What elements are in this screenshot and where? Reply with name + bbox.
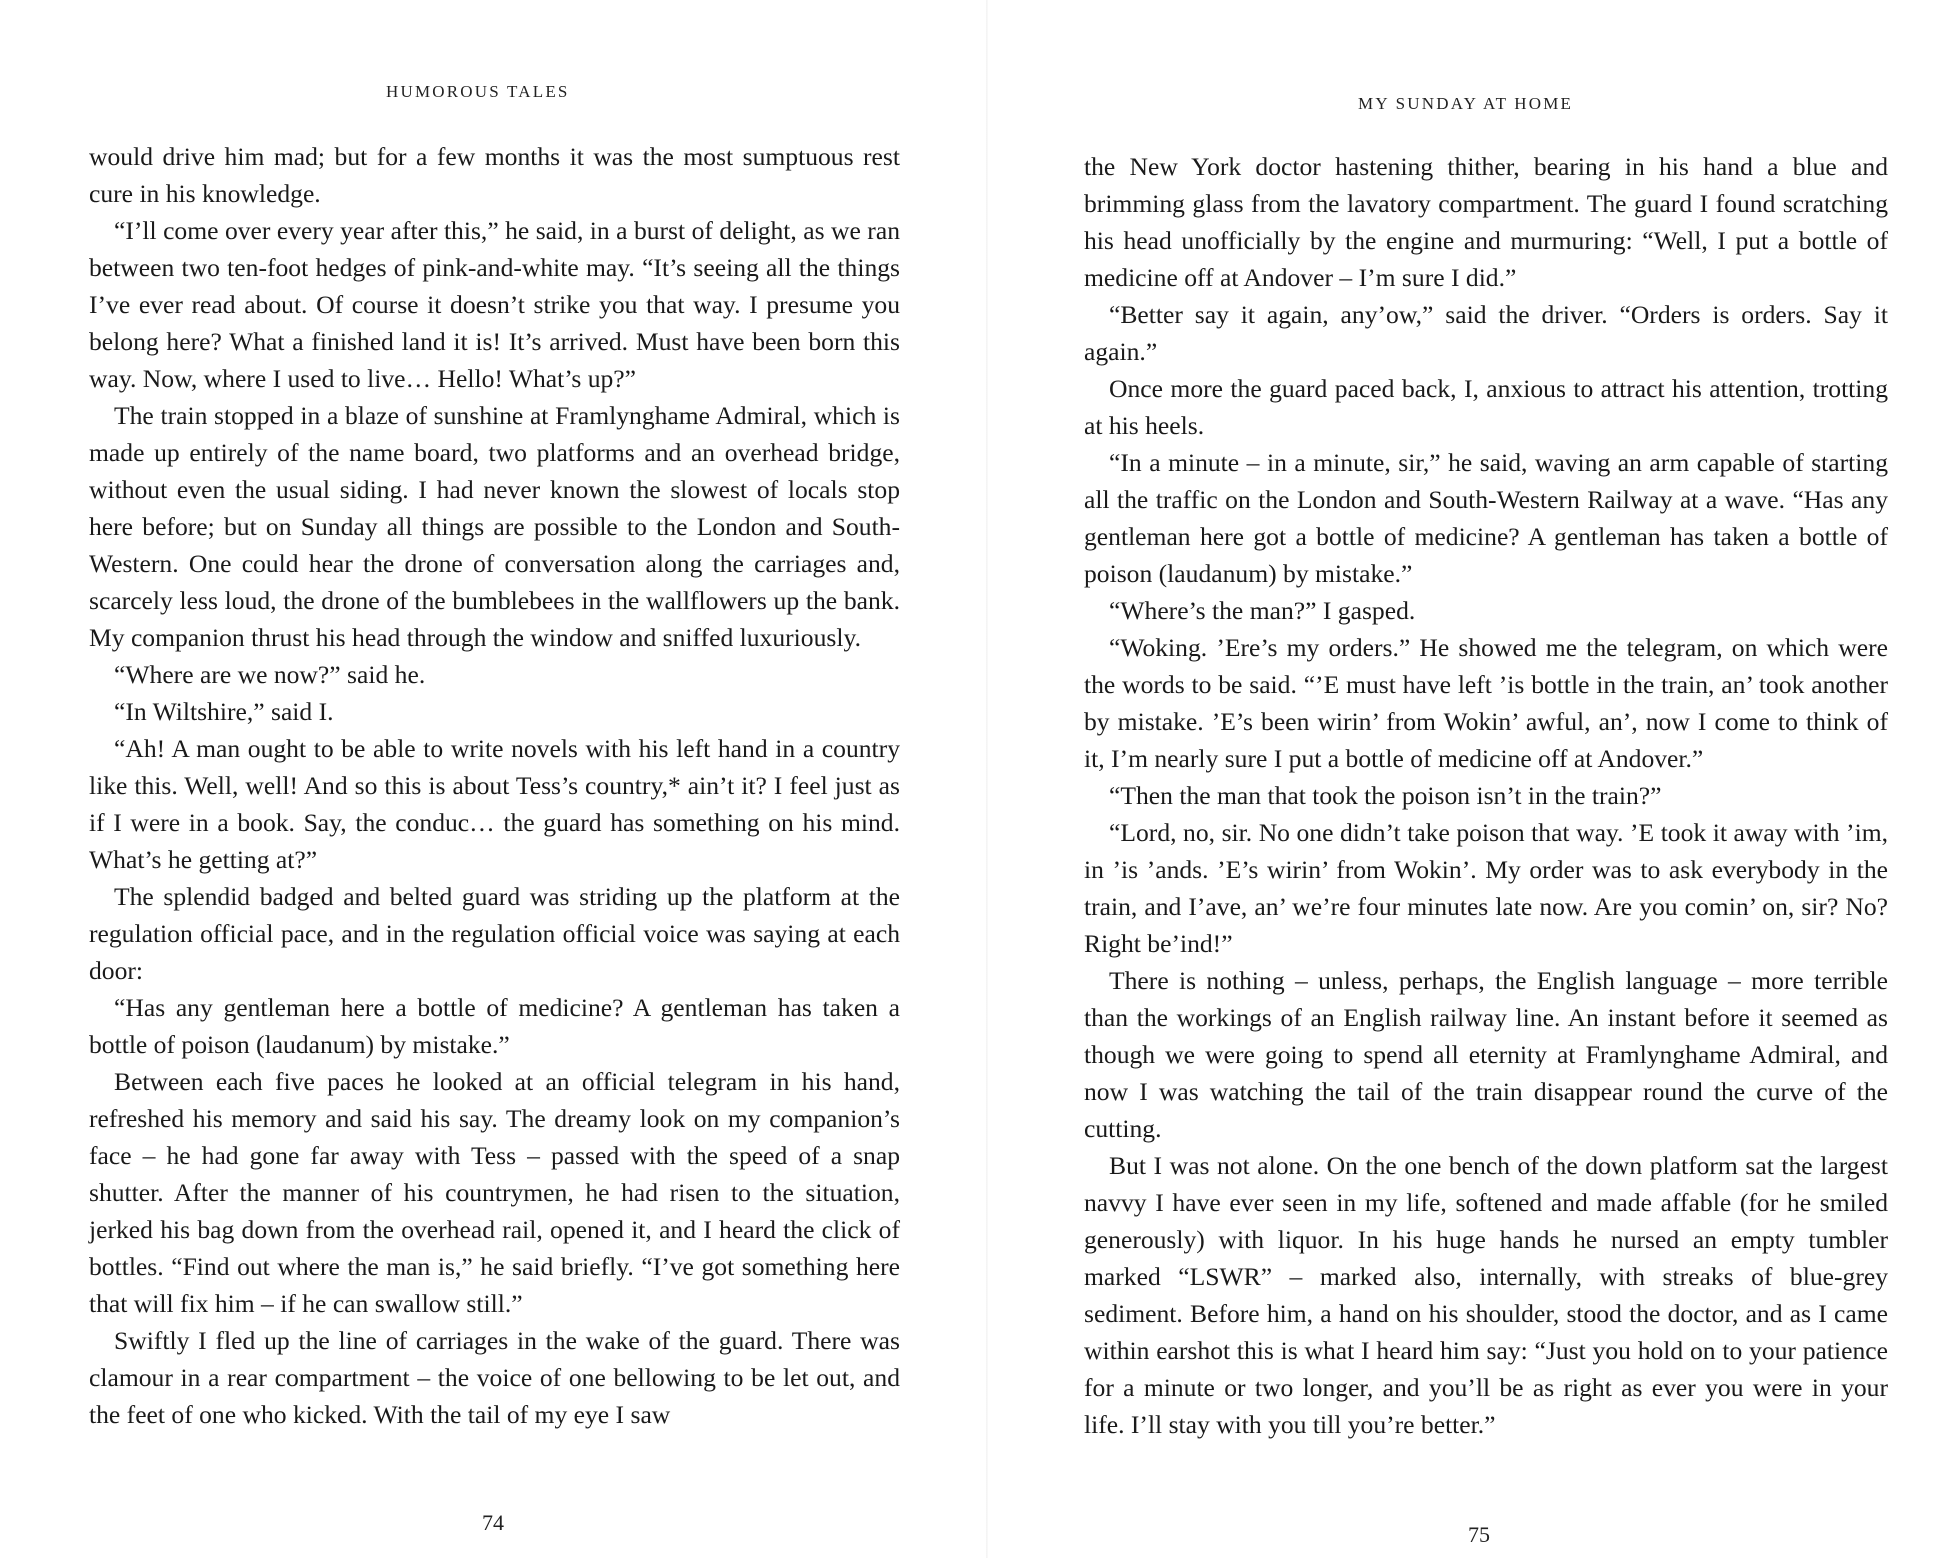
running-head-left: HUMOROUS TALES xyxy=(386,82,570,101)
paragraph: “Then the man that took the poison isn’t in the train?” xyxy=(1109,781,1662,810)
paragraph: But I was not alone. On the one bench of the down platform sat the largest navvy I have ever seen in my life, softened and made affable (for he smiled generously) with liquor. In his huge hands he nursed an empty tumbler marked “LSWR” – marked also, internally, with streaks of blue-grey sediment. Before him, a hand on his shoulder, stood the doctor, and as I came within earshot this is what I heard him say: “Just you hold on to your patience for a minute or two longer, and you’ll be as right as ever you were in your life. I’ll stay with you till you’re better.” xyxy=(1084,1151,1888,1439)
paragraph: would drive him mad; but for a few months it was the most sumptuous rest cure in his knowledge. xyxy=(89,142,900,208)
page-number-right: 75 xyxy=(1468,1522,1490,1547)
paragraph: Between each five paces he looked at an official telegram in his hand, refreshed his memory and said his say. The dreamy look on my companion’s face – he had gone far away with Tess – passed with the speed of a snap shutter. After the manner of his countrymen, he had risen to the situation, jerked his bag down from the overhead rail, opened it, and I heard the click of bottles. “Find out where the man is,” he said briefly. “I’ve got something here that will fix him – if he can swallow still.” xyxy=(89,1067,900,1318)
paragraph: “Lord, no, sir. No one didn’t take poison that way. ’E took it away with ’im, in ’is ’ands. ’E’s wirin’ from Wokin’. My order was to ask everybody in the train, and I’ave, an’ we’re four minutes late now. Are you comin’ on, sir? No? Right be’ind!” xyxy=(1084,818,1888,958)
left-page-text xyxy=(89,138,900,1433)
paragraph: Swiftly I fled up the line of carriages in the wake of the guard. There was clamour in a rear compartment – the voice of one bellowing to be let out, and the feet of one who kicked. With the tail of my eye I saw xyxy=(89,1326,900,1429)
paragraph: There is nothing – unless, perhaps, the English language – more terrible than the workings of an English railway line. An instant before it seemed as though we were going to spend all eternity at Framlynghame Admiral, and now I was watching the tail of the train disappear round the curve of the cutting. xyxy=(1084,966,1888,1143)
paragraph: Once more the guard paced back, I, anxious to attract his attention, trotting at his heels. xyxy=(1084,374,1888,440)
paragraph: “Ah! A man ought to be able to write novels with his left hand in a country like this. Well, well! And so this is about Tess’s country,* ain’t it? I feel just as if I were in a book. Say, the conduc… the guard has something on his mind. What’s he getting at?” xyxy=(89,734,900,874)
paragraph: “In Wiltshire,” said I. xyxy=(114,697,334,726)
paragraph: “Where are we now?” said he. xyxy=(114,660,426,689)
paragraph: “Better say it again, any’ow,” said the driver. “Orders is orders. Say it again.” xyxy=(1084,300,1888,366)
paragraph: The train stopped in a blaze of sunshine at Framlynghame Admiral, which is made up entirely of the name board, two platforms and an overhead bridge, without even the usual siding. I had never known the slowest of locals stop here before; but on Sunday all things are possible to the London and South-Western. One could hear the drone of conversation along the carriages and, scarcely less loud, the drone of the bumblebees in the wallflowers up the bank. My companion thrust his head through the window and sniffed luxuriously. xyxy=(89,401,900,652)
page-number-left: 74 xyxy=(482,1510,504,1535)
paragraph: “Has any gentleman here a bottle of medicine? A gentleman has taken a bottle of poison (laudanum) by mistake.” xyxy=(89,993,900,1059)
paragraph: “In a minute – in a minute, sir,” he said, waving an arm capable of starting all the traffic on the London and South-Western Railway at a wave. “Has any gentleman here got a bottle of medicine? A gentleman has taken a bottle of poison (laudanum) by mistake.” xyxy=(1084,448,1888,588)
paragraph: “I’ll come over every year after this,” he said, in a burst of delight, as we ran between two ten-foot hedges of pink-and-white may. “It’s seeing all the things I’ve ever read about. Of course it doesn’t strike you that way. I presume you belong here? What a finished land it is! It’s arrived. Must have been born this way. Now, where I used to live… Hello! What’s up?” xyxy=(89,216,900,393)
paragraph: The splendid badged and belted guard was striding up the platform at the regulation official pace, and in the regulation official voice was saying at each door: xyxy=(89,882,900,985)
paragraph: the New York doctor hastening thither, bearing in his hand a blue and brimming glass from the lavatory compartment. The guard I found scratching his head unofficially by the engine and murmuring: “Well, I put a bottle of medicine off at Andover – I’m sure I did.” xyxy=(1084,152,1888,292)
paragraph: “Woking. ’Ere’s my orders.” He showed me the telegram, on which were the words to be said. “’E must have left ’is bottle in the train, an’ took another by mistake. ’E’s been wirin’ from Wokin’ awful, an’, now I come to think of it, I’m nearly sure I put a bottle of medicine off at Andover.” xyxy=(1084,633,1888,773)
right-page xyxy=(978,0,1956,1558)
running-head-right: MY SUNDAY AT HOME xyxy=(1358,94,1574,113)
paragraph: “Where’s the man?” I gasped. xyxy=(1109,596,1416,625)
right-page-text xyxy=(1084,148,1888,1443)
